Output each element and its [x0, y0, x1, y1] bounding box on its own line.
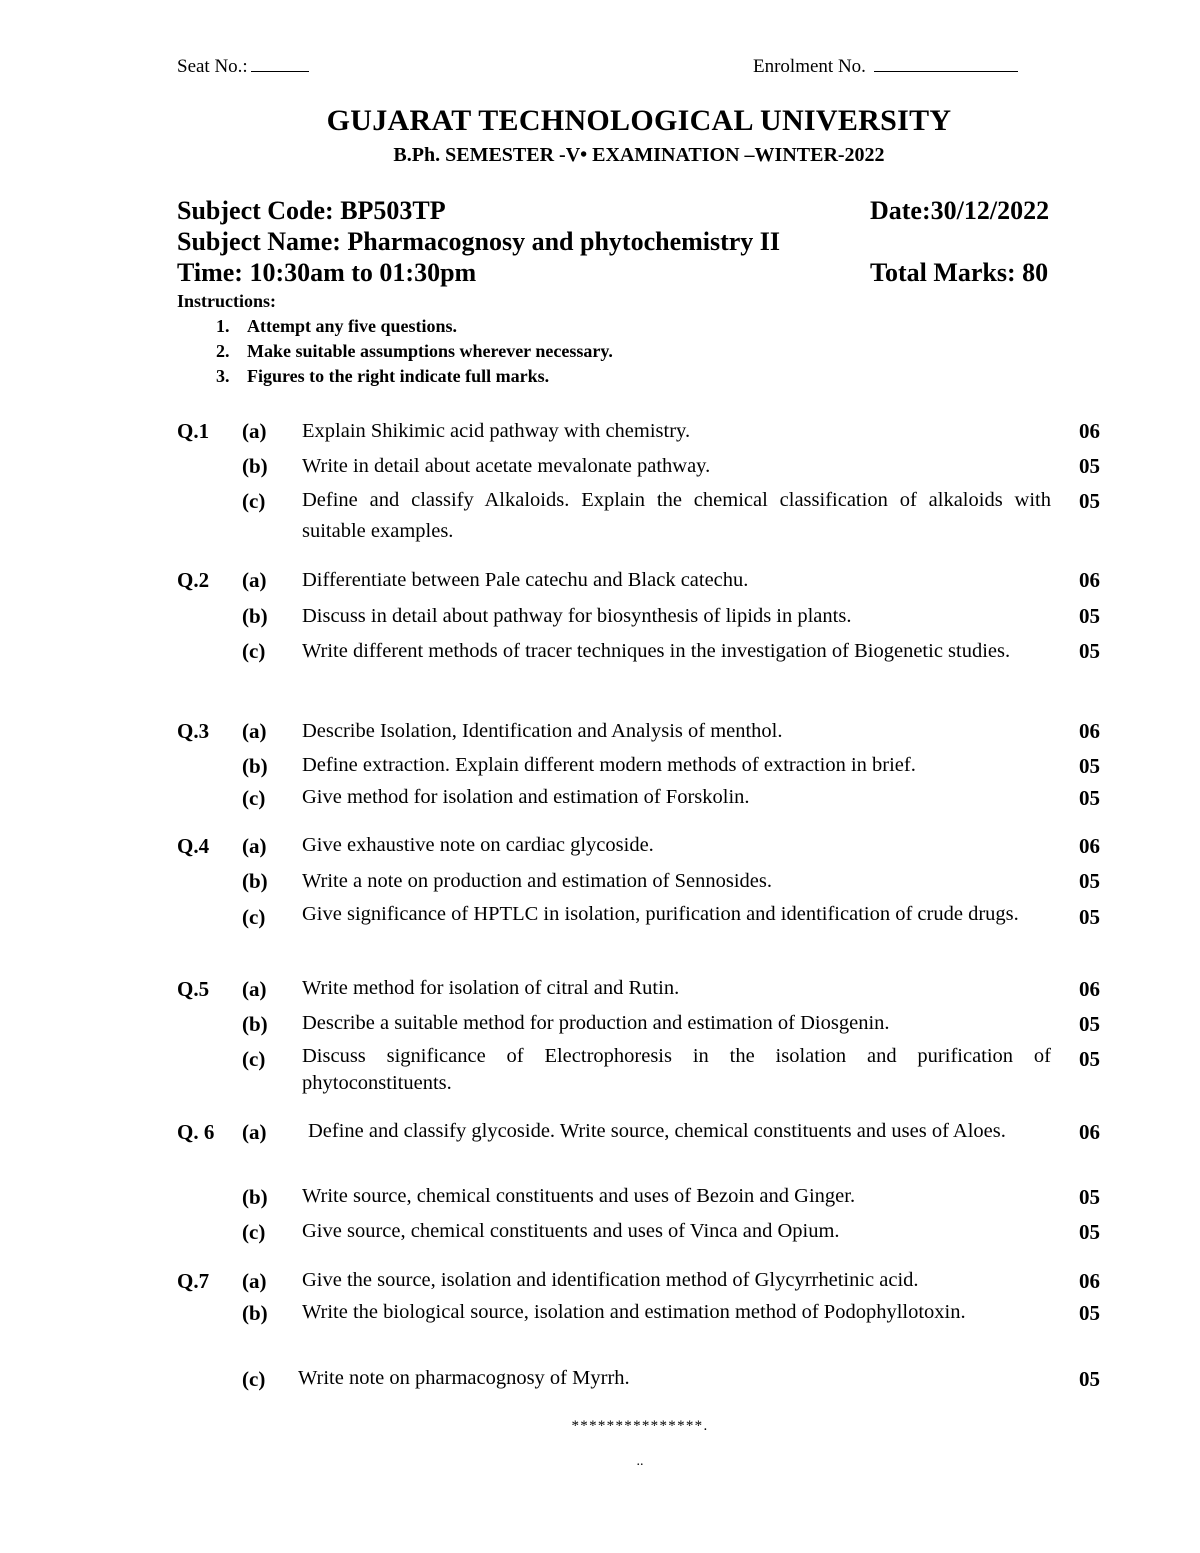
question-marks: 05 — [1079, 1220, 1100, 1244]
part-label: (a) — [242, 1120, 267, 1144]
part-label: (a) — [242, 977, 267, 1001]
part-label: (a) — [242, 568, 267, 592]
part-label: (b) — [242, 869, 268, 893]
question-text: Give exhaustive note on cardiac glycoside. — [302, 834, 654, 856]
question-marks: 06 — [1079, 834, 1100, 858]
instruction-number: 2. — [216, 341, 230, 361]
part-label: (c) — [242, 905, 266, 929]
part-label: (a) — [242, 719, 267, 743]
part-label: (c) — [242, 489, 266, 513]
question-number: Q.7 — [177, 1269, 210, 1293]
seat-blank — [251, 57, 309, 72]
part-label: (a) — [242, 1269, 267, 1293]
seat-label: Seat No.: — [177, 56, 248, 77]
enrolment-number-field — [753, 56, 1018, 78]
question-marks: 05 — [1079, 454, 1100, 478]
question-text: Give method for isolation and estimation of Forskolin. — [302, 786, 750, 808]
question-text: Write source, chemical constituents and uses of Bezoin and Ginger. — [302, 1185, 856, 1207]
question-number: Q.4 — [177, 834, 210, 858]
part-label: (b) — [242, 754, 268, 778]
part-label: (b) — [242, 454, 268, 478]
question-text: Give the source, isolation and identification method of Glycyrrhetinic acid. — [302, 1269, 919, 1291]
question-marks: 06 — [1079, 568, 1100, 592]
question-text: Give source, chemical constituents and uses of Vinca and Opium. — [302, 1220, 840, 1242]
question-marks: 05 — [1079, 869, 1100, 893]
university-title: GUJARAT TECHNOLOGICAL UNIVERSITY — [326, 104, 952, 137]
question-number: Q.3 — [177, 719, 210, 743]
instruction-text: Make suitable assumptions wherever necessary. — [247, 341, 613, 361]
question-marks: 05 — [1079, 639, 1100, 663]
question-number: Q.2 — [177, 568, 210, 592]
question-text: Describe a suitable method for production and estimation of Diosgenin. — [302, 1012, 890, 1034]
subject-code: Subject Code: BP503TP — [177, 196, 446, 225]
exam-title: B.Ph. SEMESTER -V• EXAMINATION –WINTER-2022 — [393, 144, 885, 166]
question-text: Describe Isolation, Identification and Analysis of menthol. — [302, 720, 783, 742]
question-text: Give significance of HPTLC in isolation, purification and identification of crude drugs. — [302, 903, 1019, 925]
instruction-number: 1. — [216, 316, 230, 336]
question-marks: 05 — [1079, 1367, 1100, 1391]
question-text: Write note on pharmacognosy of Myrrh. — [298, 1367, 630, 1389]
question-text: Write the biological source, isolation and estimation method of Podophyllotoxin. — [302, 1301, 966, 1323]
question-text: Define and classify Alkaloids. Explain the chemical classification of alkaloids with suitable examples. — [302, 489, 1051, 542]
question-text: Write method for isolation of citral and Rutin. — [302, 977, 680, 999]
subject-name: Subject Name: Pharmacognosy and phytochemistry II — [177, 227, 781, 256]
enrolment-blank — [874, 57, 1018, 72]
question-marks: 06 — [1079, 1120, 1100, 1144]
question-marks: 05 — [1079, 1047, 1100, 1071]
question-marks: 05 — [1079, 905, 1100, 929]
instructions-heading: Instructions: — [177, 291, 277, 311]
part-label: (a) — [242, 834, 267, 858]
question-marks: 05 — [1079, 1185, 1100, 1209]
part-label: (c) — [242, 786, 266, 810]
question-number: Q.5 — [177, 977, 210, 1001]
part-label: (c) — [242, 639, 266, 663]
part-label: (a) — [242, 419, 267, 443]
question-text: Write different methods of tracer techniques in the investigation of Biogenetic studies. — [302, 640, 1011, 662]
part-label: (c) — [242, 1367, 266, 1391]
question-marks: 05 — [1079, 786, 1100, 810]
question-text: Write in detail about acetate mevalonate pathway. — [302, 455, 711, 477]
part-label: (c) — [242, 1220, 266, 1244]
part-label: (b) — [242, 604, 268, 628]
part-label: (b) — [242, 1301, 268, 1325]
question-text: Differentiate between Pale catechu and Black catechu. — [302, 569, 749, 591]
part-label: (b) — [242, 1012, 268, 1036]
question-marks: 05 — [1079, 1301, 1100, 1325]
question-text: Explain Shikimic acid pathway with chemistry. — [302, 420, 691, 442]
exam-time: Time: 10:30am to 01:30pm — [177, 258, 477, 287]
end-of-paper-stars: ***************. — [571, 1418, 709, 1434]
question-marks: 06 — [1079, 419, 1100, 443]
question-number: Q. 6 — [177, 1120, 215, 1144]
part-label: (b) — [242, 1185, 268, 1209]
instruction-text: Attempt any five questions. — [247, 316, 457, 336]
question-marks: 05 — [1079, 754, 1100, 778]
question-marks: 05 — [1079, 604, 1100, 628]
seat-number-field — [177, 56, 309, 78]
question-marks: 05 — [1079, 489, 1100, 513]
enrolment-label: Enrolment No. — [753, 56, 866, 77]
question-text: Discuss in detail about pathway for biosynthesis of lipids in plants. — [302, 605, 852, 627]
question-marks: 05 — [1079, 1012, 1100, 1036]
question-marks: 06 — [1079, 719, 1100, 743]
question-text: Define and classify glycoside. Write source, chemical constituents and uses of Aloes. — [308, 1120, 1006, 1142]
instruction-text: Figures to the right indicate full marks. — [247, 366, 550, 386]
total-marks: Total Marks: 80 — [870, 258, 1049, 287]
question-marks: 06 — [1079, 1269, 1100, 1293]
exam-date: Date:30/12/2022 — [870, 196, 1050, 225]
question-number: Q.1 — [177, 419, 210, 443]
question-text: Define extraction. Explain different modern methods of extraction in brief. — [302, 754, 916, 776]
footer-dots: .. — [636, 1454, 644, 1469]
instruction-number: 3. — [216, 366, 230, 386]
question-marks: 06 — [1079, 977, 1100, 1001]
question-text: Discuss significance of Electrophoresis in the isolation and purification of phytoconstituents. — [302, 1045, 1051, 1094]
part-label: (c) — [242, 1047, 266, 1071]
question-text: Write a note on production and estimation of Sennosides. — [302, 870, 773, 892]
